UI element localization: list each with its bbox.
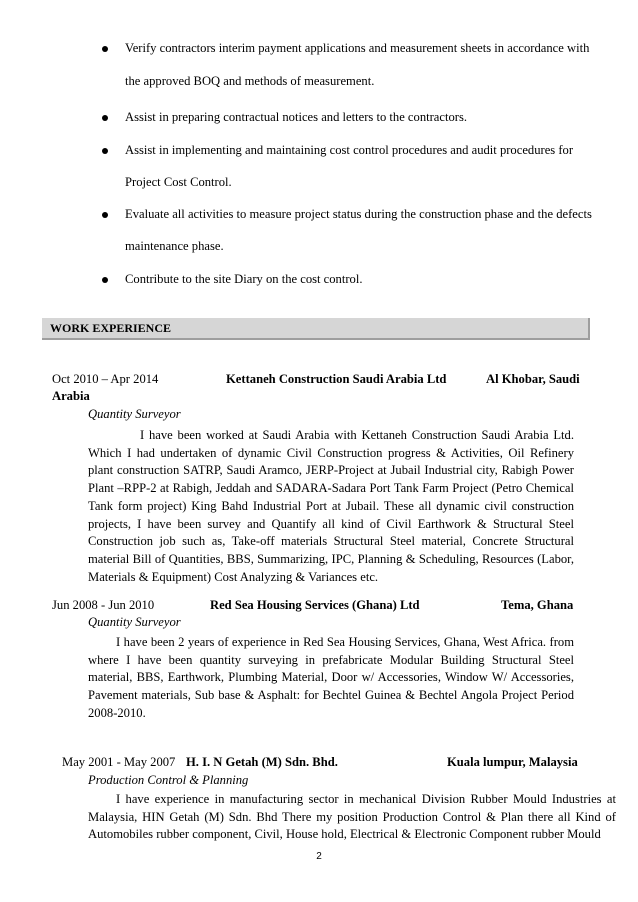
bullet-dot-icon (102, 277, 108, 283)
bullet-line: Assist in preparing contractual notices and letters to the contractors. (125, 110, 468, 124)
bullet-line: Evaluate all activities to measure project status during the construction phase and the defects (125, 207, 592, 221)
job-company: Red Sea Housing Services (Ghana) Ltd (210, 598, 420, 612)
job-description-text: I have experience in manufacturing sector in mechanical Division Rubber Mould Industries at Malaysia, HIN Getah (M) Sdn. Bhd There my position Production Control & Plan there all Kind of Automobiles rubber component, Civil, House hold, Electrical & Electronic Component rubber Mould (88, 792, 616, 842)
job-location: Kuala lumpur, Malaysia (447, 755, 578, 769)
section-title: WORK EXPERIENCE (50, 321, 172, 335)
job-dates: Oct 2010 – Apr 2014 (52, 372, 159, 386)
job-role: Quantity Surveyor (88, 615, 181, 629)
job-description (88, 427, 574, 586)
job-location: Al Khobar, Saudi (486, 372, 580, 386)
job-role: Quantity Surveyor (88, 407, 181, 421)
bullet-line: Project Cost Control. (125, 175, 232, 189)
job-company: H. I. N Getah (M) Sdn. Bhd. (186, 755, 338, 769)
bullet-line: the approved BOQ and methods of measurement. (125, 74, 375, 88)
bullet-line: Verify contractors interim payment applications and measurement sheets in accordance with (125, 41, 590, 55)
bullet-dot-icon (102, 148, 108, 154)
bullet-dot-icon (102, 212, 108, 218)
bullet-dot-icon (102, 115, 108, 121)
bullet-line: Assist in implementing and maintaining cost control procedures and audit procedures for (125, 143, 574, 157)
job-role: Production Control & Planning (88, 773, 249, 787)
bullet-dot-icon (102, 46, 108, 52)
bullet-line: maintenance phase. (125, 239, 224, 253)
section-header (42, 318, 590, 340)
job-description-text: I have been worked at Saudi Arabia with Kettaneh Construction Saudi Arabia Ltd. Which I had undertaken of dynamic Civil Construction progress & Activities, Oil Refinery plant construction SATRP, Saudi Aramco, JERP-Project at Jubail Industrial city, Rabigh Power Plant –RPP-2 at Rabigh, Jeddah and SADARA-Sadara Port Tank Farm Project (Petro Chemical Tank form project) King Bahd Industrial Port at Jubail. These all dynamic civil construction projects, I have been survey and Quantify all kind of Civil Earthwork & Structural Steel Construction job such as, Take-off materials Structural Steel material, Concrete Structural material Bill of Quantities, BBS, Summarizing, IPC, Planning & Scheduling, Resources (Labor, Materials & Equipment) Cost Analyzing & Variances etc. (88, 428, 574, 584)
job-company: Kettaneh Construction Saudi Arabia Ltd (226, 372, 447, 386)
job-location: Tema, Ghana (501, 598, 574, 612)
job-description (88, 791, 616, 844)
job-dates: May 2001 - May 2007 (62, 755, 176, 769)
job-location-cont: Arabia (52, 389, 90, 403)
job-dates: Jun 2008 - Jun 2010 (52, 598, 155, 612)
job-description (88, 634, 574, 723)
bullet-line: Contribute to the site Diary on the cost control. (125, 272, 363, 286)
page-number: 2 (316, 851, 322, 862)
job-description-text: I have been 2 years of experience in Red Sea Housing Services, Ghana, West Africa. from where I have been quantity surveying in prefabricate Modular Building Structural Steel material, BBS, Earthwork, Plumbing Material, Door w/ Accessories, Window W/ Accessories, Pavement materials, Sub base & Asphalt: for Bechtel Guinea & Bechtel Angola Project Period 2008-2010. (88, 635, 574, 720)
